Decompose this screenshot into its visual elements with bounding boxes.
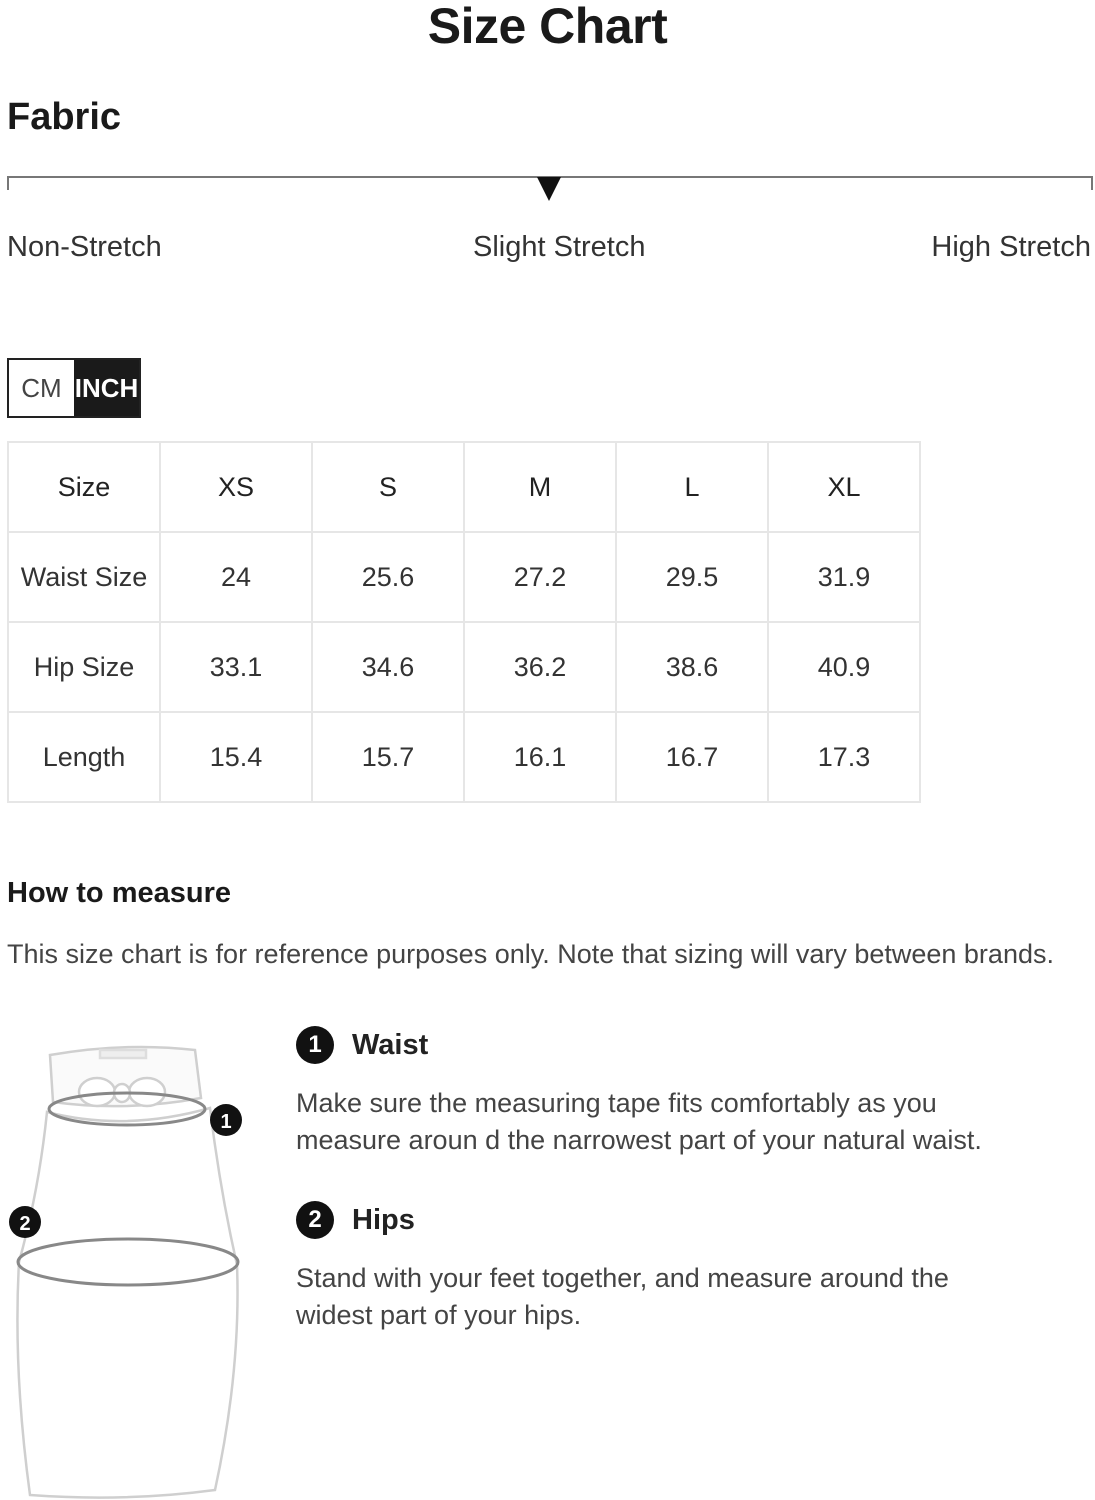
table-row [8, 622, 920, 712]
waist-step-title: Waist [352, 1028, 429, 1061]
stretch-scale-left-tick [7, 176, 9, 190]
unit-toggle [7, 358, 141, 418]
unit-inch-button[interactable]: INCH [74, 360, 139, 416]
stretch-label-slight-stretch: Slight Stretch [473, 231, 646, 263]
table-cell: 33.1 [160, 622, 312, 712]
table-cell: 16.1 [464, 712, 616, 802]
how-to-measure-note: This size chart is for reference purposes only. Note that sizing will vary between brands. [7, 939, 1054, 969]
svg-text:2: 2 [19, 1213, 31, 1235]
table-cell: 31.9 [768, 532, 920, 622]
table-row-label: Hip Size [8, 622, 160, 712]
hips-step-text: Stand with your feet together, and measure around the widest part of your hips. [296, 1263, 949, 1330]
hips-step [296, 1200, 1016, 1334]
svg-text:1: 1 [220, 1111, 232, 1133]
numbered-circle-icon: 2 [296, 1201, 334, 1239]
stretch-scale-right-tick [1091, 176, 1093, 190]
table-row [8, 712, 920, 802]
table-row-label: Waist Size [8, 532, 160, 622]
table-cell: 34.6 [312, 622, 464, 712]
waist-step-text: Make sure the measuring tape fits comfortably as you measure aroun d the narrowest part of your natural waist. [296, 1088, 982, 1155]
skirt-outline-icon [17, 1047, 237, 1498]
table-cell: 25.6 [312, 532, 464, 622]
waist-step [296, 1025, 1016, 1159]
how-to-measure-heading: How to measure [7, 877, 231, 909]
table-header-cell: XS [160, 442, 312, 532]
waist-step-header [296, 1025, 1016, 1065]
table-row [8, 532, 920, 622]
stretch-scale [7, 170, 1093, 210]
size-table [7, 441, 921, 803]
table-cell: 15.4 [160, 712, 312, 802]
hips-step-title: Hips [352, 1203, 415, 1236]
table-header-cell: Size [8, 442, 160, 532]
table-header-cell: S [312, 442, 464, 532]
table-header-row [8, 442, 920, 532]
marker-1-icon [210, 1104, 242, 1136]
skirt-illustration [5, 1040, 255, 1500]
numbered-circle-icon: 1 [296, 1026, 334, 1064]
table-cell: 15.7 [312, 712, 464, 802]
unit-cm-button[interactable]: CM [9, 360, 74, 416]
stretch-label-high-stretch: High Stretch [931, 231, 1091, 263]
table-cell: 17.3 [768, 712, 920, 802]
table-cell: 29.5 [616, 532, 768, 622]
table-header-cell: L [616, 442, 768, 532]
marker-2-icon [9, 1206, 41, 1238]
table-cell: 36.2 [464, 622, 616, 712]
table-cell: 40.9 [768, 622, 920, 712]
stretch-label-non-stretch: Non-Stretch [7, 231, 162, 263]
triangle-marker-icon [537, 177, 561, 201]
table-header-cell: XL [768, 442, 920, 532]
table-row-label: Length [8, 712, 160, 802]
table-cell: 24 [160, 532, 312, 622]
table-header-cell: M [464, 442, 616, 532]
page-title: Size Chart [427, 0, 668, 54]
table-cell: 38.6 [616, 622, 768, 712]
table-cell: 27.2 [464, 532, 616, 622]
hips-step-header [296, 1200, 1016, 1240]
table-cell: 16.7 [616, 712, 768, 802]
fabric-heading: Fabric [7, 96, 122, 138]
